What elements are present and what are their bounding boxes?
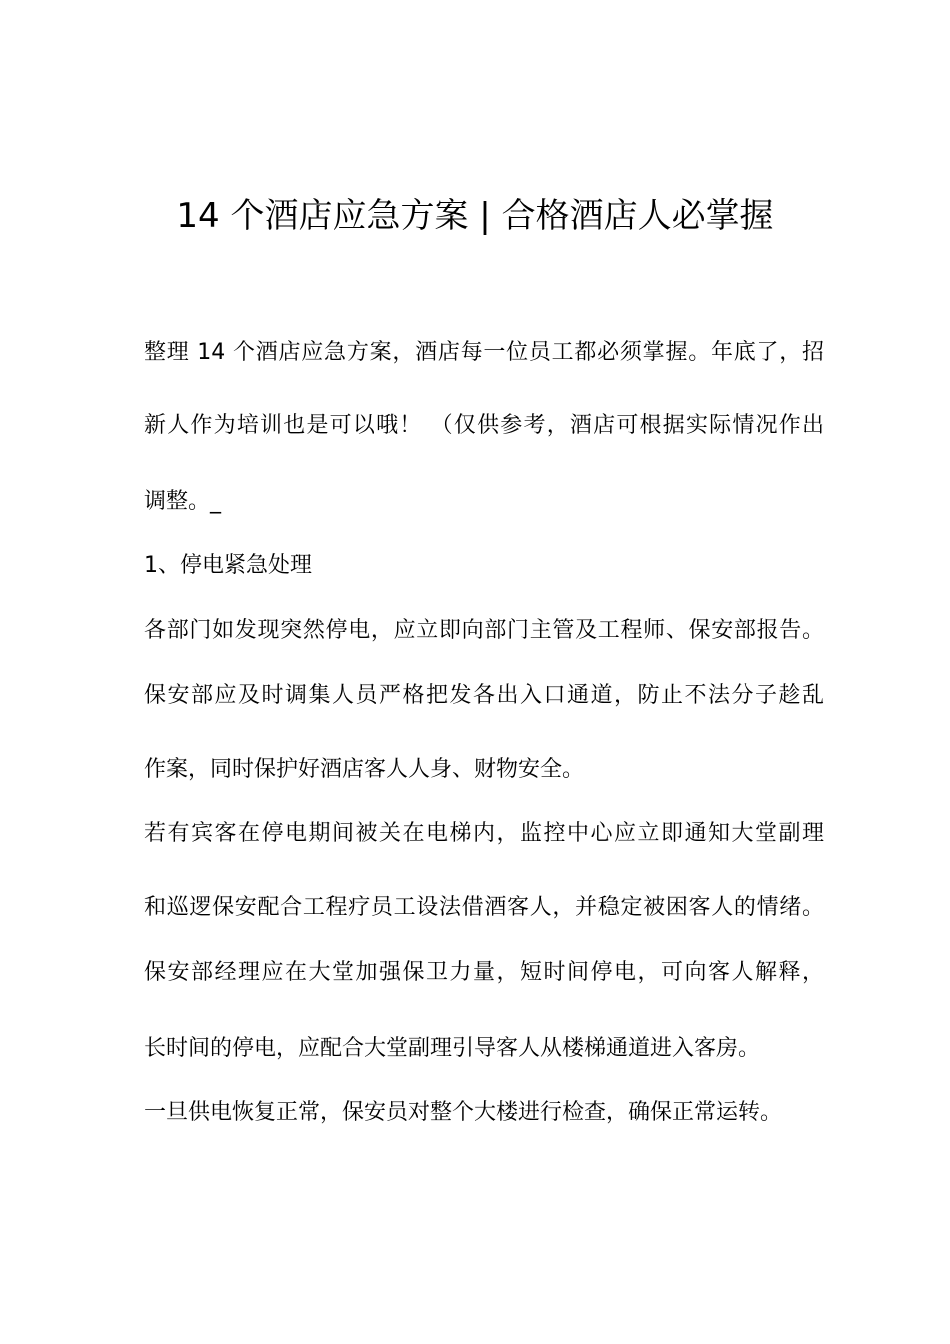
- body-line-1: 各部门如发现突然停电，应立即向部门主管及工程师、保安部报告。: [144, 618, 824, 643]
- intro-line-2: 新人作为培训也是可以哦！ （仅供参考，酒店可根据实际情况作出: [144, 413, 824, 438]
- intro-line-3: 调整。_: [144, 489, 222, 514]
- body-line-7: 长时间的停电，应配合大堂副理引导客人从楼梯通道进入客房。: [144, 1036, 761, 1061]
- body-line-5: 和巡逻保安配合工程疗员工设法借酒客人，并稳定被困客人的情绪。: [144, 895, 824, 920]
- intro-line-1: 整理 14 个酒店应急方案，酒店每一位员工都必须掌握。年底了，招: [144, 340, 824, 365]
- body-line-8: 一旦供电恢复正常，保安员对整个大楼进行检查，确保正常运转。: [144, 1100, 783, 1125]
- body-line-6: 保安部经理应在大堂加强保卫力量，短时间停电，可向客人解释，: [144, 960, 824, 985]
- body-line-4: 若有宾客在停电期间被关在电梯内，监控中心应立即通知大堂副理: [144, 821, 824, 846]
- body-line-3: 作案，同时保护好酒店客人人身、财物安全。: [144, 757, 585, 782]
- document-title: 14 个酒店应急方案 | 合格酒店人必掌握: [176, 196, 774, 236]
- body-line-2: 保安部应及时调集人员严格把发各出入口通道，防止不法分子趁乱: [144, 683, 824, 708]
- section-heading: 1、停电紧急处理: [144, 553, 312, 578]
